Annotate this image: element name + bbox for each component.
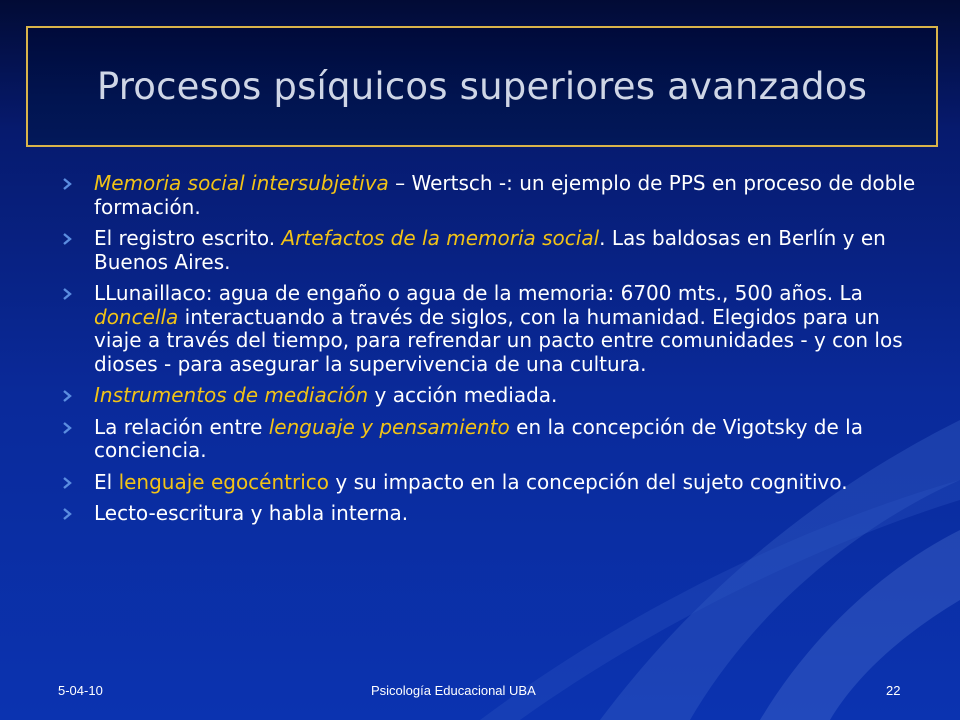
bullet-item bbox=[60, 227, 930, 274]
bullet-text: en la concepción de Vigotsky de la conciencia. bbox=[94, 414, 863, 462]
chevron-right-icon bbox=[60, 421, 74, 435]
chevron-right-icon bbox=[60, 232, 74, 246]
bullet-item bbox=[60, 416, 930, 463]
title-box bbox=[26, 26, 938, 147]
chevron-right-icon bbox=[60, 476, 74, 490]
highlighted-text: doncella bbox=[94, 304, 179, 329]
bullet-list bbox=[60, 172, 930, 534]
highlighted-text: Memoria social intersubjetiva bbox=[94, 171, 389, 195]
slide-title: Procesos psíquicos superiores avanzados bbox=[96, 65, 868, 108]
footer-page-number: 22 bbox=[886, 683, 901, 698]
highlighted-text: Instrumentos de mediación bbox=[94, 383, 369, 407]
bullet-item bbox=[60, 384, 930, 408]
bullet-text: interactuando a través de siglos, con la humanidad. Elegidos para un viaje a través del tiempo, para refrendar un pacto entre comunidades - y con los dioses - para asegurar la supervivencia de una cultura. bbox=[94, 304, 903, 376]
bullet-text: La relación entre bbox=[94, 414, 269, 439]
highlighted-text: Artefactos de la memoria social bbox=[281, 226, 600, 250]
footer-center-text: Psicología Educacional UBA bbox=[371, 683, 536, 698]
bullet-item bbox=[60, 502, 930, 526]
highlighted-text: lenguaje y pensamiento bbox=[268, 414, 510, 439]
bullet-text: El registro escrito. bbox=[94, 226, 282, 250]
footer-date: 5-04-10 bbox=[58, 683, 103, 698]
bullet-text: El bbox=[94, 469, 119, 494]
bullet-text: Lecto-escritura y habla interna. bbox=[94, 501, 409, 525]
chevron-right-icon bbox=[60, 389, 74, 403]
bullet-text: y acción mediada. bbox=[368, 383, 558, 407]
bullet-text: . Las baldosas en Berlín y en Buenos Aires. bbox=[94, 226, 886, 274]
bullet-item bbox=[60, 282, 930, 376]
chevron-right-icon bbox=[60, 507, 74, 521]
bullet-item bbox=[60, 172, 930, 219]
bullet-text: y su impacto en la concepción del sujeto cognitivo. bbox=[329, 469, 848, 494]
chevron-right-icon bbox=[60, 287, 74, 301]
bullet-text: – Wertsch -: un ejemplo de PPS en proceso de doble formación. bbox=[94, 171, 916, 219]
bullet-item bbox=[60, 471, 930, 495]
highlighted-text: lenguaje egocéntrico bbox=[118, 469, 330, 494]
bullet-text: LLunaillaco: agua de engaño o agua de la memoria: 6700 mts., 500 años. La bbox=[94, 281, 863, 305]
chevron-right-icon bbox=[60, 177, 74, 191]
